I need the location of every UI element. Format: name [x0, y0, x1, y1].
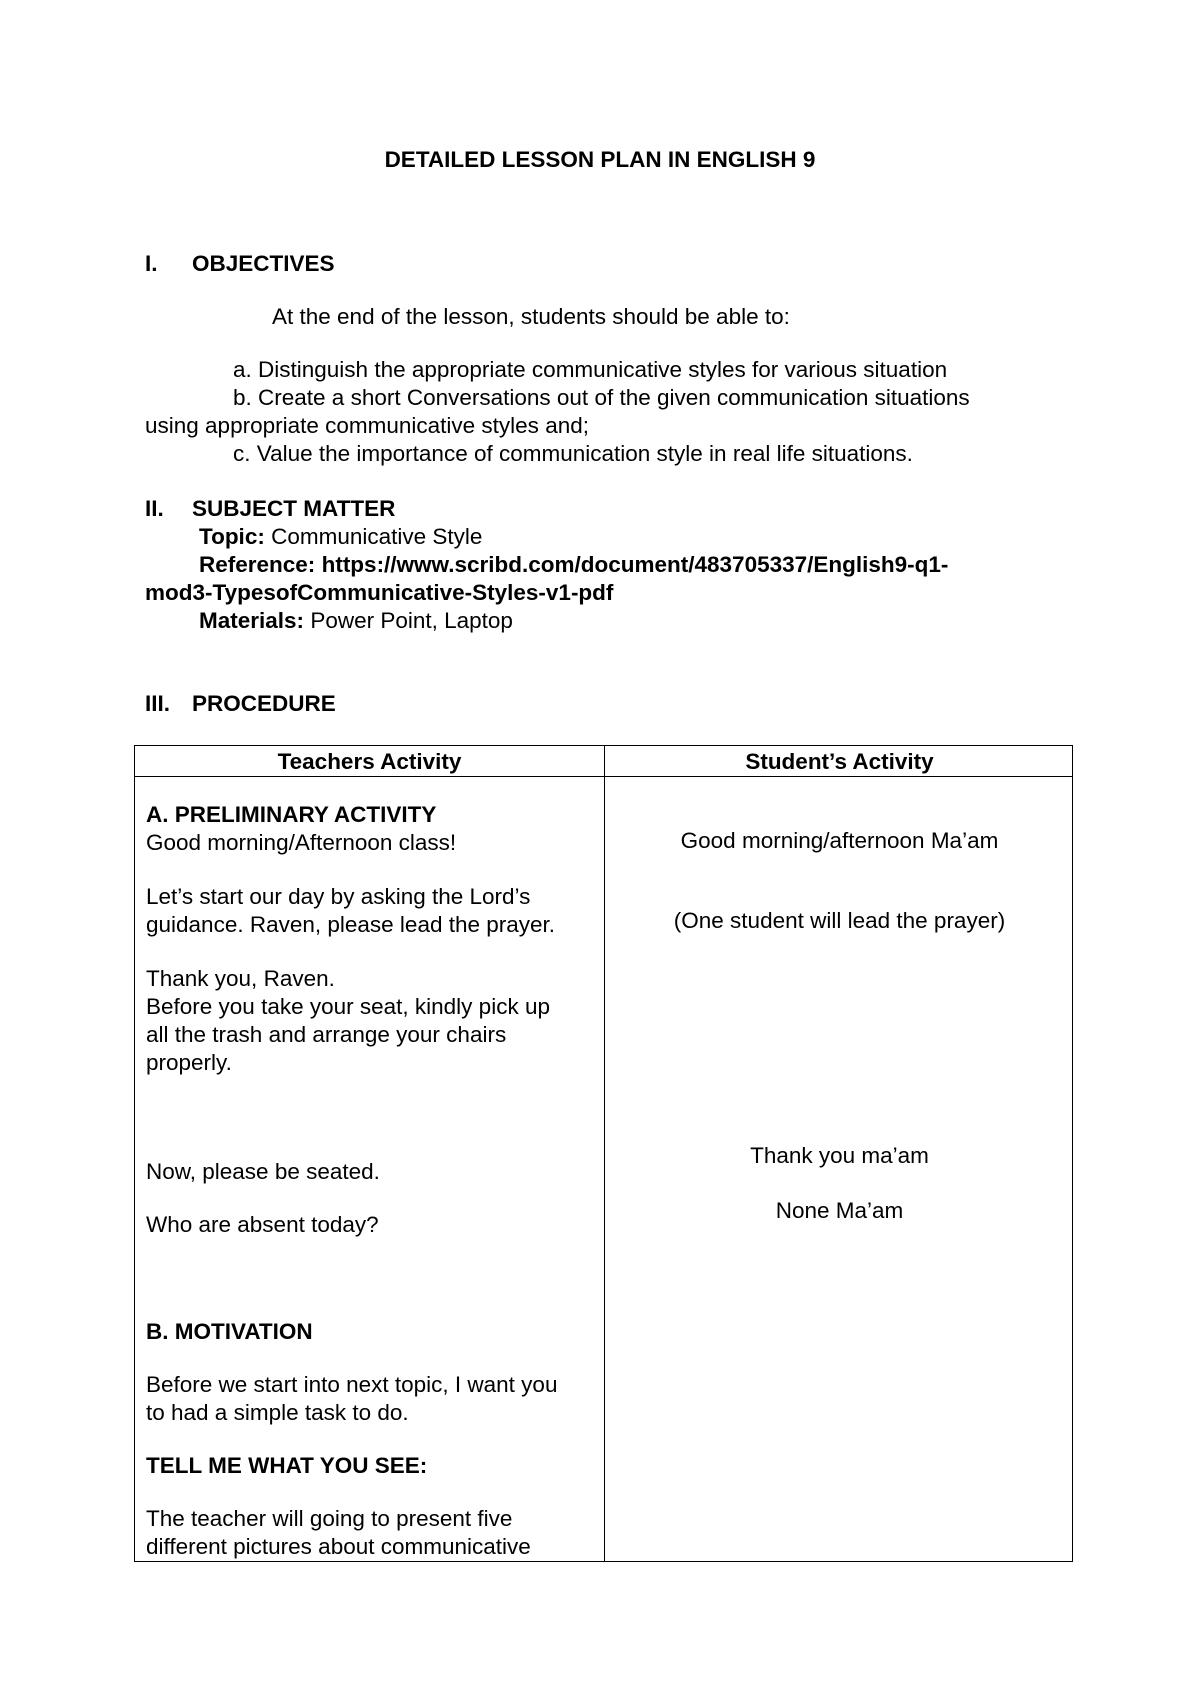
subject-matter-heading: SUBJECT MATTER — [192, 496, 396, 521]
teacher-trash-line-1: Before you take your seat, kindly pick up — [146, 994, 550, 1019]
teacher-present-line-1: The teacher will going to present five — [146, 1506, 513, 1531]
materials-value: Power Point, Laptop — [310, 608, 513, 633]
materials-label: Materials: — [199, 608, 305, 633]
students-activity-header: Student’s Activity — [745, 749, 934, 774]
objectives-numeral: I. — [145, 251, 158, 276]
procedure-numeral: III. — [145, 691, 171, 716]
header-divider — [135, 776, 1072, 777]
teacher-absent: Who are absent today? — [146, 1212, 379, 1237]
teacher-task-line-1: Before we start into next topic, I want you — [146, 1372, 558, 1397]
objective-item-b: b. Create a short Conversations out of the given communication situations — [233, 385, 970, 410]
objective-item-a: a. Distinguish the appropriate communicative styles for various situation — [233, 357, 948, 382]
teacher-prayer-line-2: guidance. Raven, please lead the prayer. — [146, 912, 556, 937]
reference-line — [199, 551, 948, 579]
student-prayer: (One student will lead the prayer) — [673, 908, 1006, 933]
objective-item-c: c. Value the importance of communication style in real life situations. — [233, 441, 913, 466]
teacher-greeting: Good morning/Afternoon class! — [146, 830, 457, 855]
procedure-heading: PROCEDURE — [192, 691, 336, 716]
teacher-prayer-line-1: Let’s start our day by asking the Lord’s — [146, 884, 531, 909]
student-greeting: Good morning/afternoon Ma’am — [680, 828, 999, 853]
student-none: None Ma’am — [775, 1198, 904, 1223]
tell-me-heading: TELL ME WHAT YOU SEE: — [146, 1453, 428, 1478]
teacher-task-line-2: to had a simple task to do. — [146, 1400, 409, 1425]
objective-item-b-continued: using appropriate communicative styles and; — [145, 413, 589, 438]
teacher-present-line-2: different pictures about communicative — [146, 1534, 531, 1559]
materials-line — [199, 607, 513, 635]
reference-link[interactable]: https://www.scribd.com/document/483705337/English9-q1- — [321, 552, 949, 577]
objectives-intro: At the end of the lesson, students should be able to: — [272, 304, 790, 329]
objectives-heading: OBJECTIVES — [192, 251, 335, 276]
teachers-activity-header: Teachers Activity — [277, 749, 462, 774]
reference-label: Reference: — [199, 552, 316, 577]
topic-value: Communicative Style — [271, 524, 483, 549]
topic-label: Topic: — [199, 524, 265, 549]
procedure-table — [134, 745, 1073, 1562]
document-title: DETAILED LESSON PLAN IN ENGLISH 9 — [384, 147, 816, 172]
preliminary-activity-heading: A. PRELIMINARY ACTIVITY — [146, 802, 437, 827]
subject-matter-numeral: II. — [145, 496, 164, 521]
teacher-seated: Now, please be seated. — [146, 1159, 380, 1184]
teacher-trash-line-3: properly. — [146, 1050, 232, 1075]
reference-link-continued[interactable]: mod3-TypesofCommunicative-Styles-v1-pdf — [145, 580, 614, 605]
teacher-thanks: Thank you, Raven. — [146, 966, 335, 991]
topic-line — [199, 523, 482, 551]
student-thanks: Thank you ma’am — [750, 1143, 929, 1168]
teacher-trash-line-2: all the trash and arrange your chairs — [146, 1022, 507, 1047]
motivation-heading: B. MOTIVATION — [146, 1319, 313, 1344]
